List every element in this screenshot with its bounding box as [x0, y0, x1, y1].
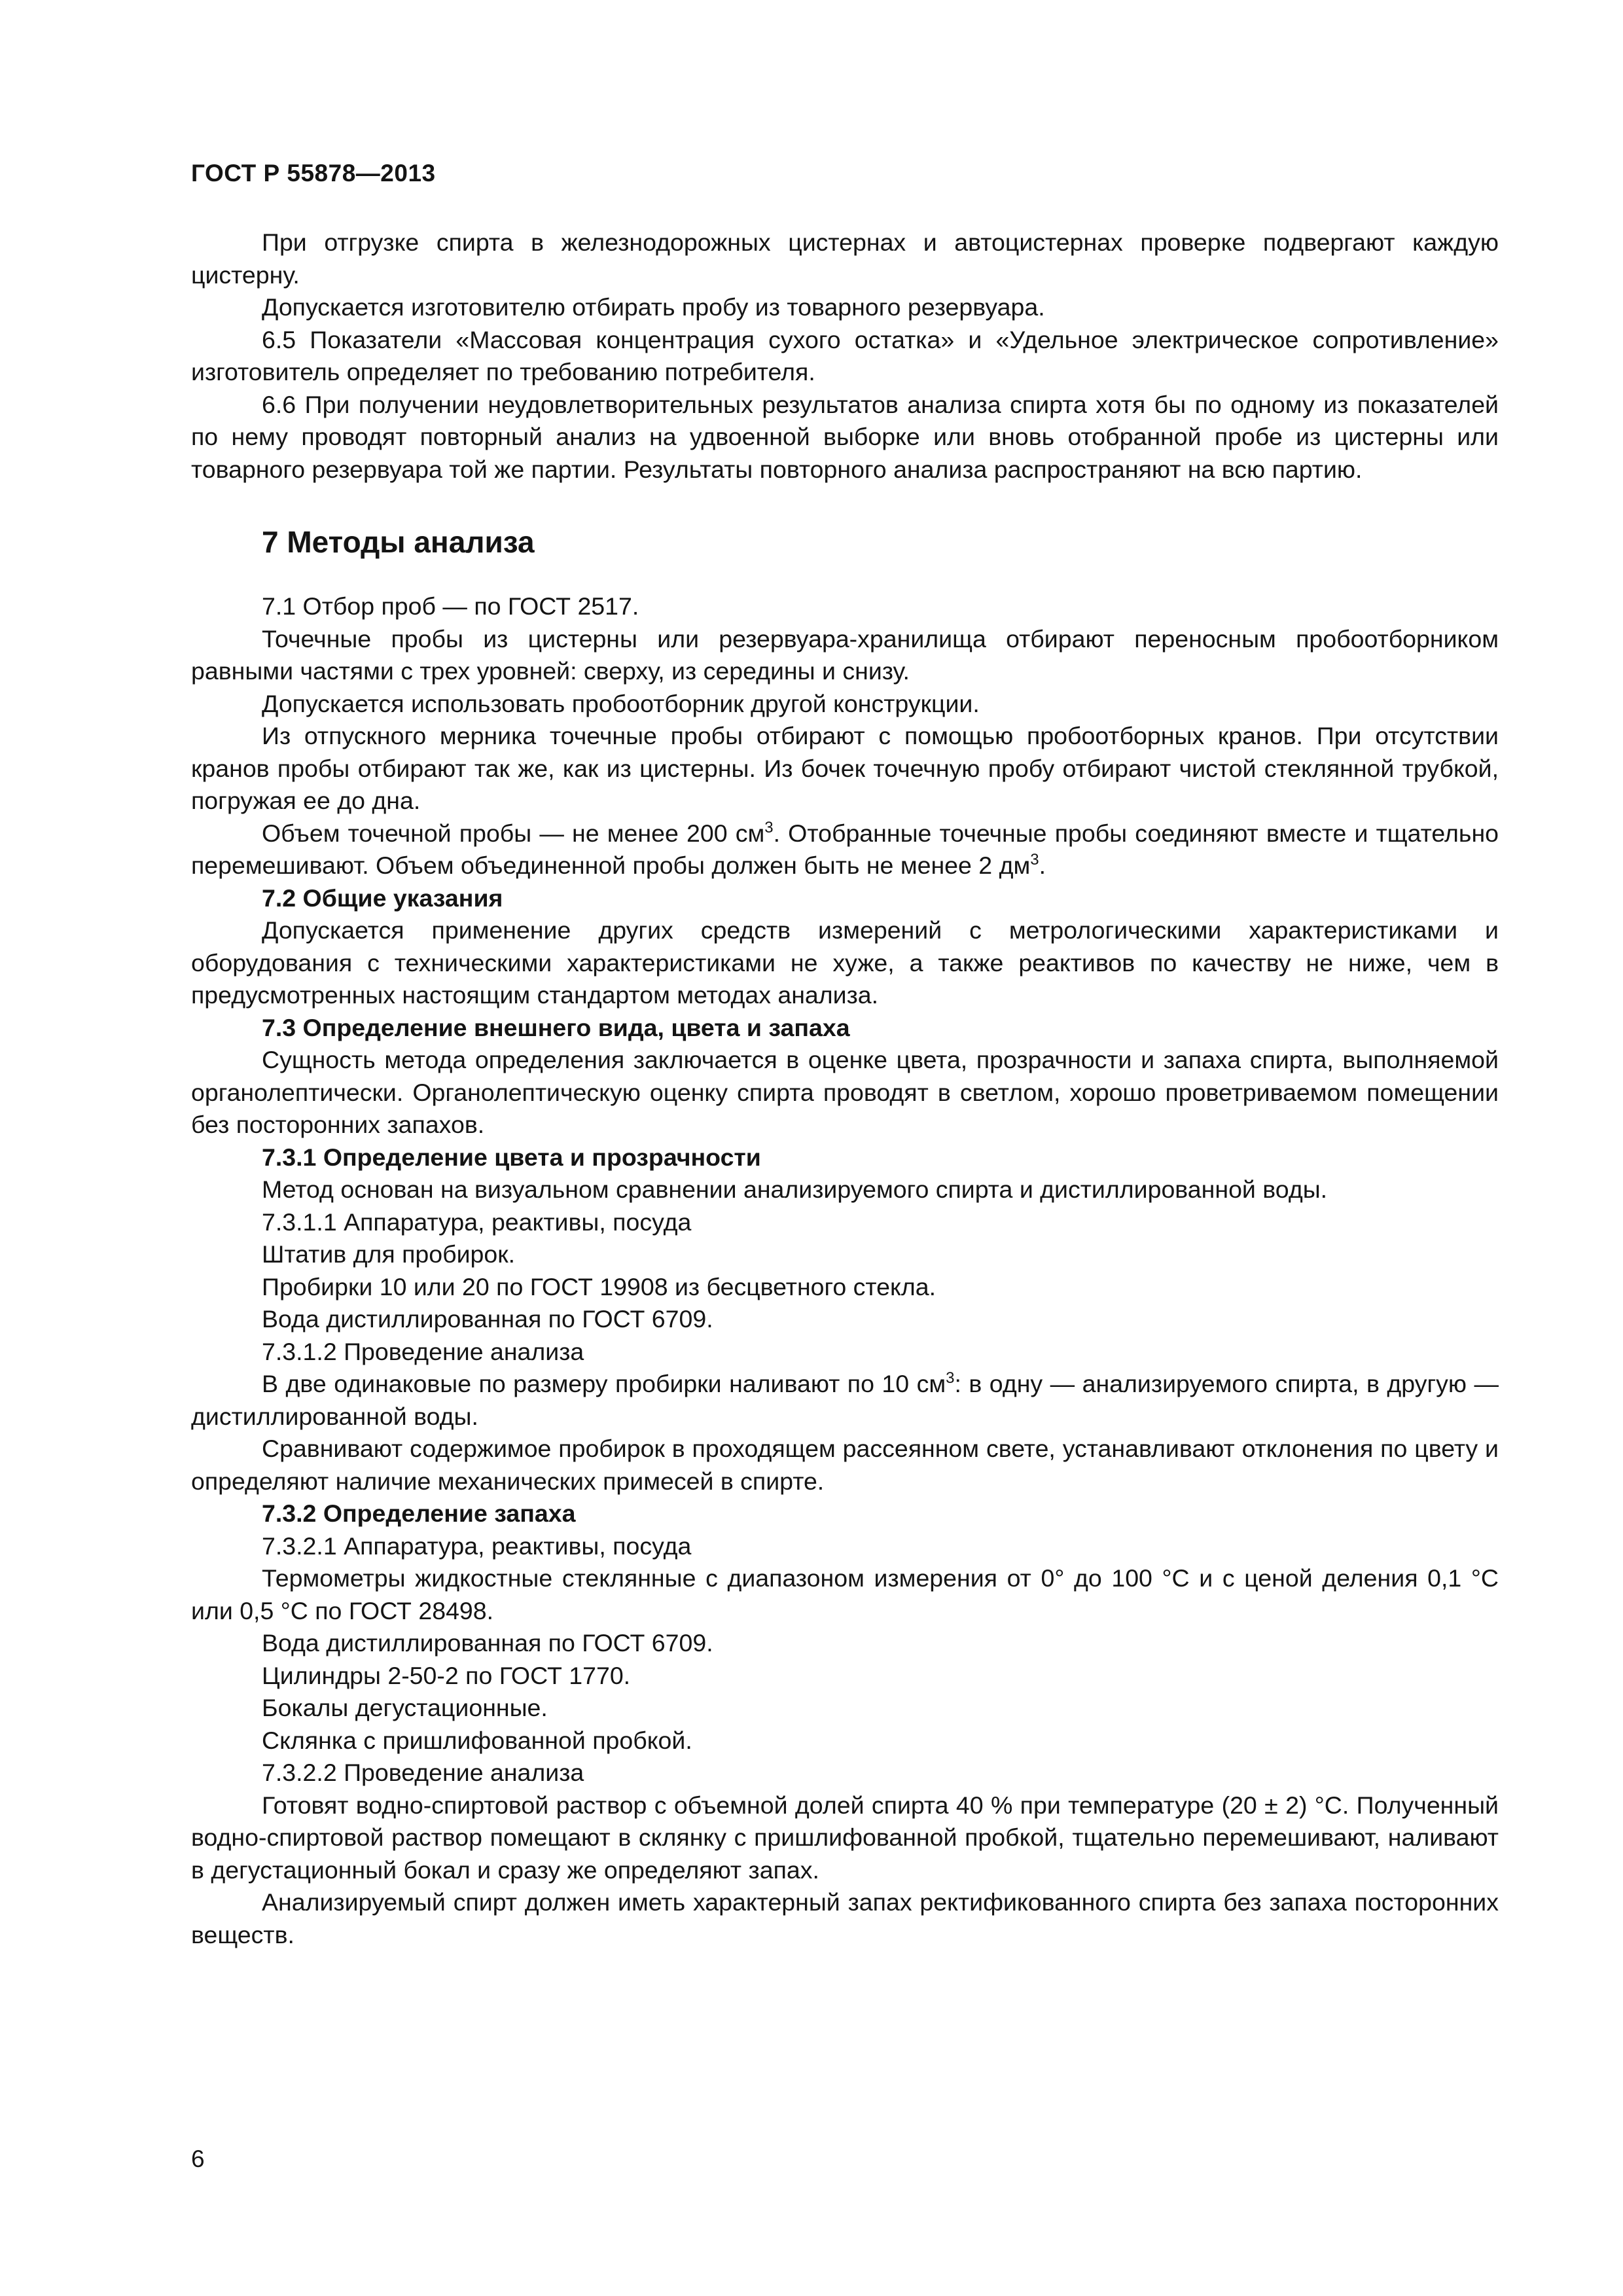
paragraph-odor-requirement: Анализируемый спирт должен иметь характерный запах ректификованного спирта без запаха посторонних веществ.	[191, 1888, 1499, 1948]
document-code-header: ГОСТ Р 55878—2013	[191, 160, 436, 187]
paragraph-measuring-tank: Из отпускного мерника точечные пробы отбирают с помощью пробоотборных кранов. При отсутствии кранов пробы отбирают так же, как из цистерны. Из бочек точечную пробу отбирают чистой стеклянной трубкой, погружая ее до дна.	[191, 722, 1499, 814]
document-body	[191, 226, 1499, 1951]
paragraph-7-3-2-1: 7.3.2.1 Аппаратура, реактивы, посуда	[262, 1532, 692, 1560]
paragraph-6-5: 6.5 Показатели «Массовая концентрация сухого остатка» и «Удельное электрическое сопротивление» изготовитель определяет по требованию потребителя.	[191, 325, 1499, 386]
paragraph-cylinders: Цилиндры 2-50-2 по ГОСТ 1770.	[262, 1661, 631, 1689]
paragraph-tube-rack: Штатив для пробирок.	[262, 1240, 516, 1268]
heading-7-2: 7.2 Общие указания	[262, 884, 503, 912]
paragraph-7-3: Сущность метода определения заключается в оценке цвета, прозрачности и запаха спирта, выполняемой органолептически. Органолептическую оценку спирта проводят в светлом, хорошо проветриваемом помещении без посторонних запахов.	[191, 1046, 1499, 1138]
paragraph-tasting-glasses: Бокалы дегустационные.	[262, 1694, 548, 1721]
tubes-text-1: В две одинаковые по размеру пробирки наливают по 10 см	[262, 1370, 946, 1397]
paragraph-thermometers: Термометры жидкостные стеклянные с диапазоном измерения от 0° до 100 °С и с ценой деления 0,1 °С или 0,5 °С по ГОСТ 28498.	[191, 1564, 1499, 1624]
paragraph-7-3-2-2: 7.3.2.2 Проведение анализа	[262, 1759, 584, 1786]
paragraph-reservoir-sampling: Допускается изготовителю отбирать пробу из товарного резервуара.	[262, 293, 1045, 321]
paragraph-distilled-water-2: Вода дистиллированная по ГОСТ 6709.	[262, 1629, 713, 1657]
volume-text-3: .	[1039, 852, 1046, 879]
paragraph-7-3-1-1: 7.3.1.1 Аппаратура, реактивы, посуда	[262, 1208, 692, 1236]
page-number: 6	[191, 2145, 205, 2172]
paragraph-shipment: При отгрузке спирта в железнодорожных цистернах и автоцистернах проверке подвергают каждую цистерну.	[191, 228, 1499, 289]
volume-text-2: . Отобранные точечные пробы соединяют вместе и тщательно перемешивают. Объем объединенной пробы должен быть не менее 2 дм	[191, 819, 1499, 879]
paragraph-prepare-solution: Готовят водно-спиртовой раствор с объемной долей спирта 40 % при температуре (20 ± 2) °С. Полученный водно-спиртовой раствор помещают в склянку с пришлифованной пробкой, тщательно перемешивают, наливают в дегустационный бокал и сразу же определяют запах.	[191, 1791, 1499, 1884]
paragraph-other-sampler: Допускается использовать пробоотборник другой конструкции.	[262, 689, 980, 717]
paragraph-sample-volume	[191, 817, 1499, 882]
paragraph-distilled-water: Вода дистиллированная по ГОСТ 6709.	[262, 1305, 713, 1333]
volume-superscript-1: 3	[764, 818, 774, 836]
tubes-superscript: 3	[946, 1369, 955, 1387]
section-7-heading: 7 Методы анализа	[262, 525, 535, 559]
paragraph-ground-stopper-flask: Склянка с пришлифованной пробкой.	[262, 1726, 692, 1754]
paragraph-7-3-1-2: 7.3.1.2 Проведение анализа	[262, 1337, 584, 1365]
volume-superscript-2: 3	[1030, 851, 1039, 869]
paragraph-7-1: 7.1 Отбор проб — по ГОСТ 2517.	[262, 592, 639, 620]
paragraph-compare-tubes: Сравнивают содержимое пробирок в проходящем рассеянном свете, устанавливают отклонения по цвету и определяют наличие механических примесей в спирте.	[191, 1435, 1499, 1495]
paragraph-point-samples: Точечные пробы из цистерны или резервуара-хранилища отбирают переносным пробоотборником равными частями с трех уровней: сверху, из середины и снизу.	[191, 624, 1499, 685]
paragraph-visual-method: Метод основан на визуальном сравнении анализируемого спирта и дистиллированной воды.	[262, 1175, 1328, 1203]
paragraph-7-2: Допускается применение других средств измерений с метрологическими характеристиками и оборудования с техническими характеристиками не хуже, а также реактивов по качеству не ниже, чем в предусмотренных настоящим стандартом методах анализа.	[191, 916, 1499, 1009]
volume-text-1: Объем точечной пробы — не менее 200 см	[262, 819, 765, 847]
heading-7-3-2: 7.3.2 Определение запаха	[262, 1499, 576, 1527]
paragraph-6-6: 6.6 При получении неудовлетворительных результатов анализа спирта хотя бы по одному из показателей по нему проводят повторный анализ на удвоенной выборке или вновь отобранной пробе из цистерны или товарного резервуара той же партии. Результаты повторного анализа распространяют на всю партию.	[191, 390, 1499, 483]
heading-7-3: 7.3 Определение внешнего вида, цвета и запаха	[262, 1013, 850, 1041]
heading-7-3-1: 7.3.1 Определение цвета и прозрачности	[262, 1143, 761, 1171]
paragraph-test-tubes: Пробирки 10 или 20 по ГОСТ 19908 из бесцветного стекла.	[262, 1272, 936, 1300]
tubes-text-2: : в одну — анализируемого спирта, в другую — дистиллированной воды.	[191, 1370, 1499, 1430]
paragraph-pour-tubes	[191, 1368, 1499, 1433]
